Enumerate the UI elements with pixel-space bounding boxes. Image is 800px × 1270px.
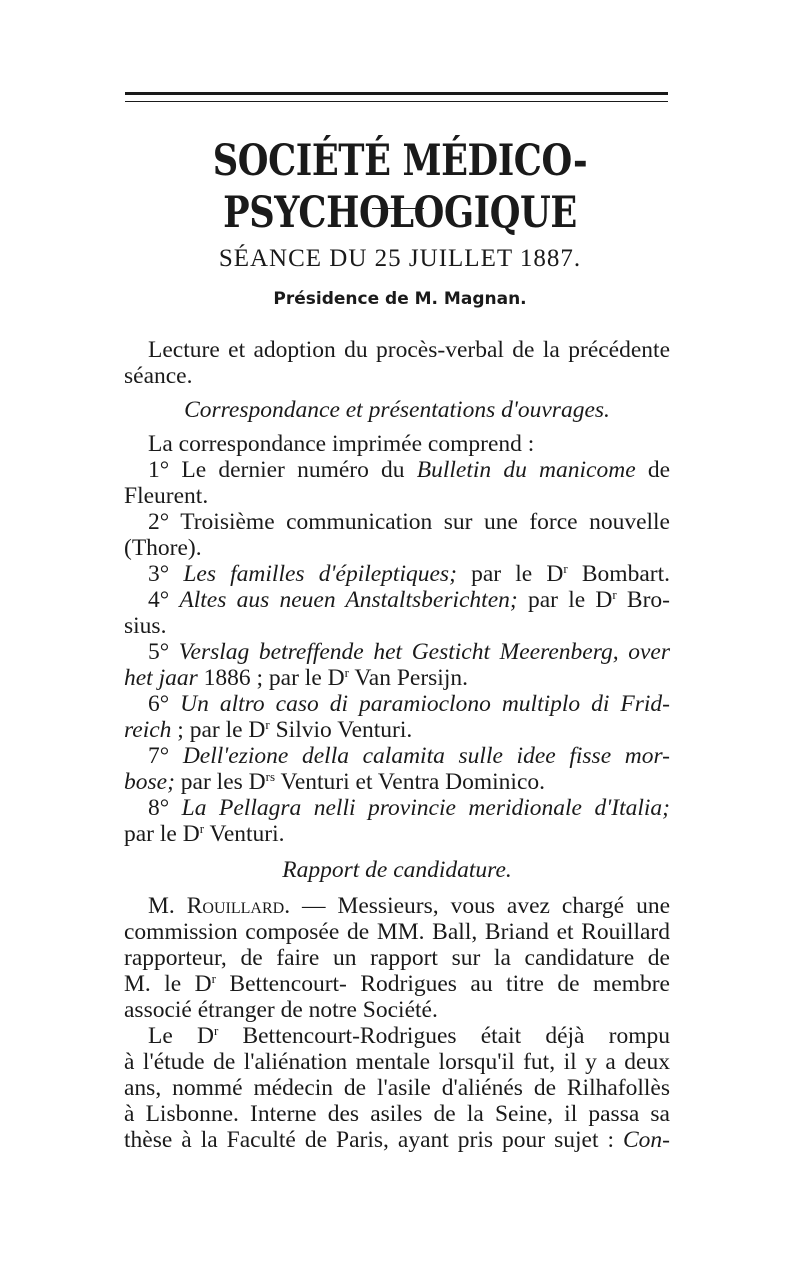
- report-line-6: Le $D^r$ Bettencourt-Rodrigues était déjà rompu: [148, 1023, 670, 1049]
- section-heading-rapport: Rapport de candidature.: [282, 857, 512, 883]
- title-divider: [372, 208, 424, 209]
- list-item-7-cont: bose; par les $D^{rs}$ Venturi et Ventra Dominico.: [124, 769, 546, 795]
- report-line-8: ans, nommé médecin de l'asile d'aliénés de Rilhafollès: [124, 1075, 670, 1101]
- correspondance-intro: La correspondance imprimée comprend :: [148, 431, 535, 457]
- list-item-3: 3° Les familles d'épileptiques; par le $D^r$ Bombart.: [148, 561, 670, 587]
- list-item-8-cont: par le $D^r$ Venturi.: [124, 821, 285, 847]
- list-item-6: 6° Un altro caso di paramioclono multiplo di Frid-: [148, 691, 671, 717]
- list-item-2-cont: (Thore).: [124, 535, 202, 561]
- report-line-7: à l'étude de l'aliénation mentale lorsqu'il fut, il y a deux: [124, 1049, 670, 1075]
- report-line-3: rapporteur, de faire un rapport sur la candidature de: [124, 945, 670, 971]
- list-item-2: 2° Troisième communication sur une force nouvelle: [148, 509, 670, 535]
- list-item-6-cont: reich ; par le $D^r$ Silvio Venturi.: [124, 717, 413, 743]
- session-heading: SÉANCE DU 25 JUILLET 1887.: [218, 245, 582, 272]
- report-line-5: associé étranger de notre Société.: [124, 997, 438, 1023]
- list-item-1: 1° Le dernier numéro du Bulletin du manicome de: [148, 457, 670, 483]
- report-line-10: thèse à la Faculté de Paris, ayant pris pour sujet : Con-: [124, 1127, 670, 1153]
- list-item-4: 4° Altes aus neuen Anstaltsberichten; par le $D^r$ Bro-: [148, 587, 671, 613]
- section-heading-correspondance: Correspondance et présentations d'ouvrages.: [184, 397, 610, 423]
- list-item-1-cont: Fleurent.: [124, 483, 209, 509]
- report-line-9: à Lisbonne. Interne des asiles de la Seine, il passa sa: [124, 1101, 670, 1127]
- list-item-5-cont: het jaar 1886 ; par le $D^r$ Van Persijn.: [124, 665, 468, 691]
- list-item-4-cont: sius.: [124, 613, 167, 639]
- report-line-2: commission composée de MM. Ball, Briand et Rouillard: [124, 919, 670, 945]
- page-title: SOCIÉTÉ MÉDICO-PSYCHOLOGIQUE: [212, 136, 588, 238]
- adoption-line-2: séance.: [124, 363, 193, 389]
- report-line-4: M. le $D^r$ Bettencourt- Rodrigues au titre de membre: [124, 971, 670, 997]
- list-item-5: 5° Verslag betreffende het Gesticht Meerenberg, over: [148, 639, 670, 665]
- top-double-rule: [125, 92, 668, 102]
- adoption-line-1: Lecture et adoption du procès-verbal de la précédente: [148, 337, 670, 363]
- list-item-7: 7° Dell'ezione della calamita sulle idee fisse mor-: [148, 743, 670, 769]
- list-item-8: 8° La Pellagra nelli provincie meridionale d'Italia;: [148, 795, 671, 821]
- presidency-line: Présidence de M. Magnan.: [273, 289, 527, 309]
- report-line-1: M. Rouillard. — Messieurs, vous avez chargé une: [148, 893, 670, 919]
